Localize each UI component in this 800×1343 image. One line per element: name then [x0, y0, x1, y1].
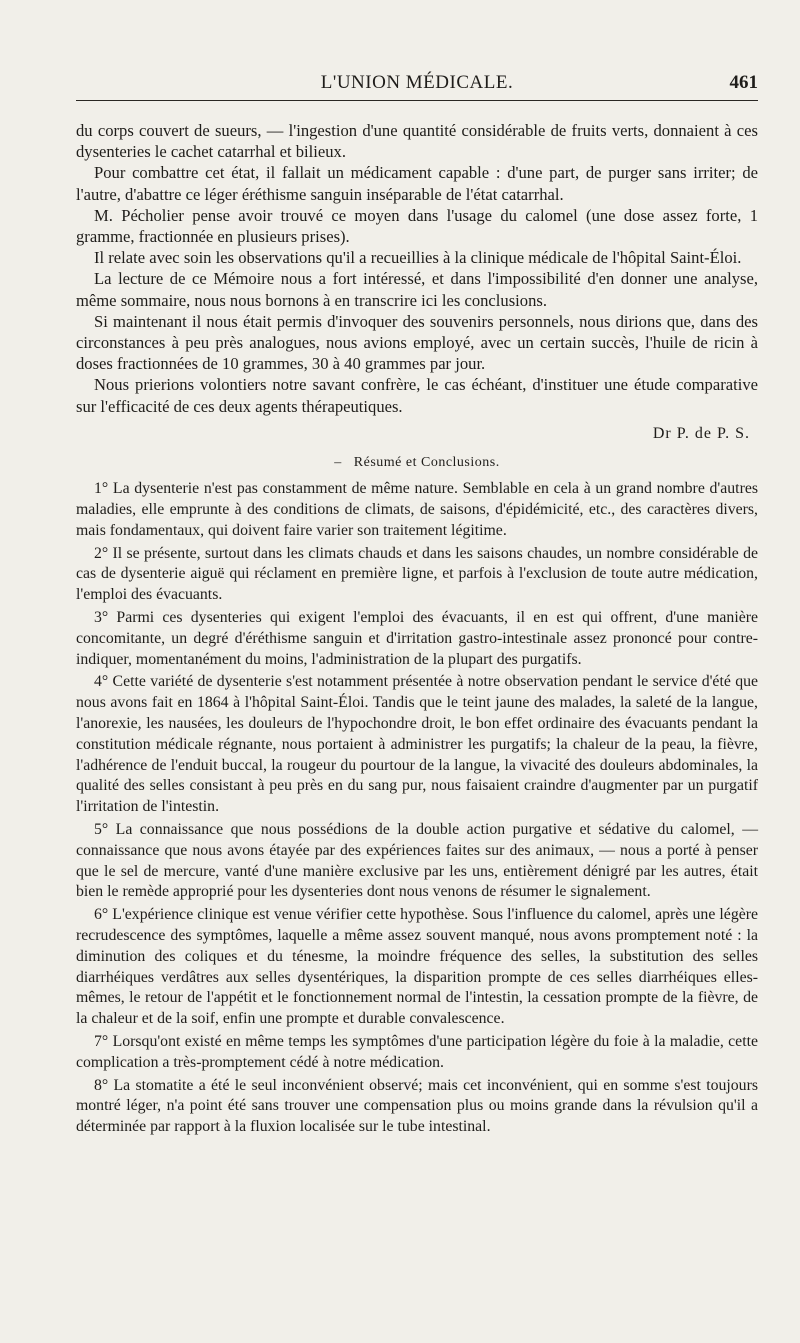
paragraph: M. Pécholier pense avoir trouvé ce moyen dans l'usage du calomel (une dose assez forte, 1 gramme, fractionnée en plusieurs prises).	[76, 205, 758, 247]
header-rule	[76, 100, 758, 101]
conclusion-item: 8° La stomatite a été le seul inconvénient observé; mais cet inconvénient, qui en somme s'est toujours montré léger, n'a point été sans trouver une compensation plus ou moins grande dans la révulsion qu'il a déterminée par rapport à la fluxion localisée sur le tube intestinal.	[76, 1076, 758, 1136]
conclusion-item: 2° Il se présente, surtout dans les climats chauds et dans les saisons chaudes, un nombre considérable de cas de dysenterie aiguë qui réclament en première ligne, et parfois à l'exclusion de toute autre médication, l'emploi des évacuants.	[76, 544, 758, 604]
conclusion-item: 4° Cette variété de dysenterie s'est notamment présentée à notre observation pendant le service d'été que nous avons fait en 1864 à l'hôpital Saint-Éloi. Tandis que le teint jaune des malades, la saleté de la langue, l'anorexie, les nausées, les douleurs de l'hypochondre droit, le bon effet ordinaire des évacuants pendant la constitution médicale régnante, nous portaient à administrer les purgatifs; la chaleur de la peau, la fièvre, l'adhérence de l'enduit buccal, la rougeur du pourtour de la langue, la vivacité des douleurs abdominales, la qualité des selles consistant à peu près en du sang pur, nous faisaient craindre d'augmenter par un purgatif l'irritation de l'intestin.	[76, 673, 758, 816]
author-signature: Dr P. de P. S.	[652, 424, 750, 442]
paragraph: La lecture de ce Mémoire nous a fort intéressé, et dans l'impossibilité d'en donner une analyse, même sommaire, nous nous bornons à en transcrire ici les conclusions.	[76, 269, 758, 310]
running-title: L'UNION MÉDICALE.	[320, 72, 514, 93]
conclusion-item: 5° La connaissance que nous possédions de la double action purgative et sédative du calomel, — connaissance que nous avons étayée par des expériences faites sur des animaux, — nous a porté à penser que le sel de mercure, vanté d'une manière exclusive par les uns, entièrement dénigré par les autres, était bien le remède approprié pour les dysenteries dont nous venons de résumer le signalement.	[76, 821, 758, 901]
section-heading	[76, 452, 758, 473]
section-heading-text: Résumé et Conclusions.	[353, 455, 500, 471]
paragraph: Nous prierions volontiers notre savant confrère, le cas échéant, d'instituer une étude comparative sur l'efficacité de ces deux agents thérapeutiques.	[76, 375, 758, 416]
paragraph: Il relate avec soin les observations qu'il a recueillies à la clinique médicale de l'hôpital Saint-Éloi.	[94, 248, 742, 268]
paragraph: Pour combattre cet état, il fallait un médicament capable : d'une part, de purger sans irriter; de l'autre, d'abattre ce léger éréthisme sanguin inséparable de l'état catarrhal.	[76, 163, 758, 204]
conclusions-list	[76, 479, 758, 1138]
conclusion-item: 1° La dysenterie n'est pas constamment de même nature. Semblable en cela à un grand nombre d'autres maladies, elle emprunte à des conditions de climats, de saisons, d'épidémicité, etc., des caractères divers, mais fondamentaux, qui doivent faire varier son traitement légitime.	[76, 480, 758, 539]
paragraph: Si maintenant il nous était permis d'invoquer des souvenirs personnels, nous dirions que, dans des circonstances à peu près analogues, nous avions employé, avec un certain succès, l'huile de ricin à doses fractionnées de 10 grammes, 30 à 40 grammes par jour.	[76, 311, 758, 374]
page-number: 461	[729, 72, 758, 93]
article-body	[76, 120, 758, 1138]
conclusion-item: 6° L'expérience clinique est venue vérifier cette hypothèse. Sous l'influence du calomel, après une légère recrudescence des symptômes, laquelle a même assez souvent manqué, nous avons promptement noté : la diminution des coliques et du ténesme, la moindre fréquence des selles, la substitution des selles diarrhéiques verdâtres aux selles dysentériques, la disparition prompte de ces selles diarrhéiques elles-mêmes, le retour de l'appétit et le fonctionnement normal de l'intestin, la cessation prompte de la fièvre, de la chaleur et de la soif, enfin une prompte et durable convalescence.	[76, 906, 758, 1028]
conclusion-item: 7° Lorsqu'ont existé en même temps les symptômes d'une participation légère du foie à la maladie, cette complication a très-promptement cédé à notre médication.	[76, 1032, 758, 1071]
paragraph-continuation: du corps couvert de sueurs, — l'ingestion d'une quantité considérable de fruits verts, donnaient à ces dysenteries le cachet catarrhal et bilieux.	[76, 121, 758, 162]
heading-dash: –	[334, 455, 342, 471]
conclusion-item: 3° Parmi ces dysenteries qui exigent l'emploi des évacuants, il en est qui offrent, d'une manière concomitante, un degré d'éréthisme sanguin et d'irritation gastro-intestinale assez prononcé pour contre-indiquer, momentanément du moins, l'administration de la plupart des purgatifs.	[76, 609, 758, 668]
page-header	[76, 0, 758, 98]
